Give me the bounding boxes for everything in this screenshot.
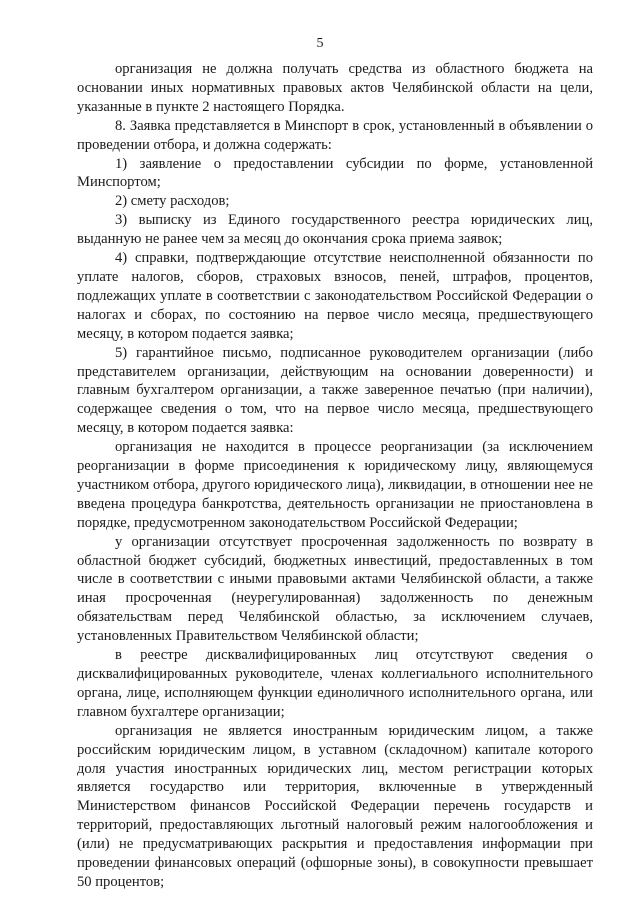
paragraph-subitem-5: 5) гарантийное письмо, подписанное руководителем организации (либо представителем организации, действующим на основании доверенности) и главным бухгалтером организации, а также заверенное печатью (при наличии), содержащее сведения о том, что на первое число месяца, предшествующего месяцу, в котором подается заявка: [77, 344, 593, 437]
paragraph-condition-debt: у организации отсутствует просроченная задолженность по возврату в областной бюджет субсидий, бюджетных инвестиций, предоставленных в том числе в соответствии с иными правовыми актами Челябинской области, а также иная просроченная (неурегулированная) задолженность по денежным обязательствам перед Челябинской областью, за исключением случаев, установленных Правительством Челябинской области; [77, 533, 593, 645]
paragraph-subitem-4: 4) справки, подтверждающие отсутствие неисполненной обязанности по уплате налогов, сборов, страховых взносов, пеней, штрафов, процентов, подлежащих уплате в соответствии с законодательством Российской Федерации о налогах и сборах, по состоянию на первое число месяца, предшествующего месяцу, в котором подается заявка; [77, 250, 593, 342]
paragraph-condition-reorganization: организация не находится в процессе реорганизации (за исключением реорганизации в форме присоединения к юридическому лицу, являющемуся участником отбора, другого юридического лица), ликвидации, в отношении нее не введена процедура банкротства, деятельность организации не приостановлена в порядке, предусмотренном законодательством Российской Федерации; [77, 439, 593, 531]
paragraph-item-8: 8. Заявка представляется в Минспорт в срок, установленный в объявлении о проведении отбора, и должна содержать: [77, 117, 593, 153]
document-body [77, 60, 593, 892]
paragraph-continuation: организация не должна получать средства из областного бюджета на основании иных нормативных правовых актов Челябинской области на цели, указанные в пункте 2 настоящего Порядка. [77, 61, 593, 115]
paragraph-subitem-2: 2) смету расходов; [115, 193, 230, 210]
paragraph-condition-disqualified: в реестре дисквалифицированных лиц отсутствуют сведения о дисквалифицированных руководителе, членах коллегиального исполнительного органа, лице, исполняющем функции единоличного исполнительного органа, или главном бухгалтере организации; [77, 647, 593, 720]
paragraph-condition-foreign: организация не является иностранным юридическим лицом, а также российским юридическим лицом, в уставном (складочном) капитале которого доля участия иностранных юридических лиц, местом регистрации которых является государство или территория, включенные в утвержденный Министерством финансов Российской Федерации перечень государств и территорий, предоставляющих льготный налоговый режим налогообложения и (или) не предусматривающих раскрытия и предоставления информации при проведении финансовых операций (офшорные зоны), в совокупности превышает 50 процентов; [77, 722, 593, 890]
paragraph-subitem-1: 1) заявление о предоставлении субсидии по форме, установленной Минспортом; [77, 155, 593, 191]
page-number: 5 [316, 36, 324, 51]
paragraph-subitem-3: 3) выписку из Единого государственного реестра юридических лиц, выданную не ранее чем за месяц до окончания срока приема заявок; [77, 212, 593, 248]
